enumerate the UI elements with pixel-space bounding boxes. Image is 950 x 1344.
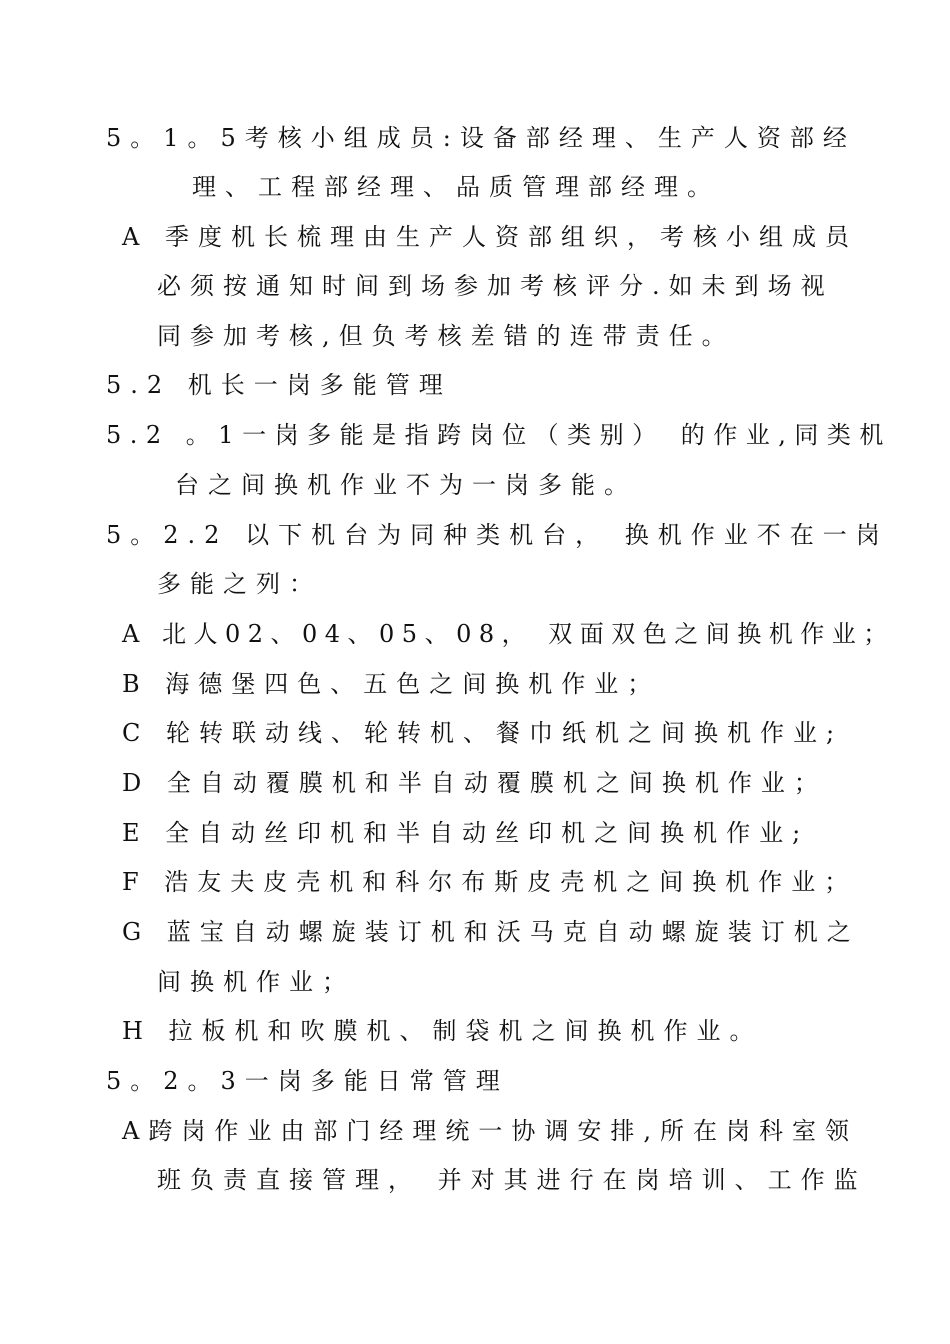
list-item-d: D 全自动覆膜机和半自动覆膜机之间换机作业； xyxy=(122,769,827,797)
list-item-h: H 拉板机和吹膜机、制袋机之间换机作业。 xyxy=(122,1017,763,1045)
item-a-cross-post: A跨岗作业由部门经理统一协调安排,所在岗科室领 xyxy=(122,1117,858,1145)
section-5-2-1: 5.2 。1一岗多能是指跨岗位（类别） 的作业,同类机 xyxy=(106,421,892,449)
section-5-2-heading: 5.2 机长一岗多能管理 xyxy=(106,371,452,399)
item-a-quarterly-review: A 季度机长梳理由生产人资部组织，考核小组成员 xyxy=(122,223,858,251)
section-5-1-5-cont: 理、工程部经理、品质管理部经理。 xyxy=(192,173,720,201)
list-item-g-cont: 间换机作业； xyxy=(157,968,355,996)
item-a-quarterly-review-cont-2: 同参加考核,但负考核差错的连带责任。 xyxy=(157,322,735,350)
list-item-f: F 浩友夫皮壳机和科尔布斯皮壳机之间换机作业； xyxy=(122,868,858,896)
section-5-2-2-cont: 多能之列： xyxy=(157,570,322,598)
section-5-1-5: 5。1。5考核小组成员:设备部经理、生产人资部经 xyxy=(106,124,856,152)
list-item-c: C 轮转联动线、轮转机、餐巾纸机之间换机作业; xyxy=(122,719,844,747)
list-item-e: E 全自动丝印机和半自动丝印机之间换机作业; xyxy=(122,819,810,847)
item-a-cross-post-cont: 班负责直接管理， 并对其进行在岗培训、工作监 xyxy=(157,1166,867,1194)
list-item-g: G 蓝宝自动螺旋装订机和沃马克自动螺旋装订机之 xyxy=(122,918,860,946)
item-a-quarterly-review-cont-1: 必须按通知时间到场参加考核评分.如未到场视 xyxy=(157,272,834,300)
list-item-b: B 海德堡四色、五色之间换机作业； xyxy=(122,670,661,698)
section-5-2-1-cont: 台之间换机作业不为一岗多能。 xyxy=(175,471,637,499)
list-item-a: A 北人02、04、05、08， 双面双色之间换机作业； xyxy=(122,620,895,648)
section-5-2-2: 5。2.2 以下机台为同种类机台， 换机作业不在一岗 xyxy=(106,521,889,549)
section-5-2-3: 5。2。3一岗多能日常管理 xyxy=(106,1067,509,1095)
